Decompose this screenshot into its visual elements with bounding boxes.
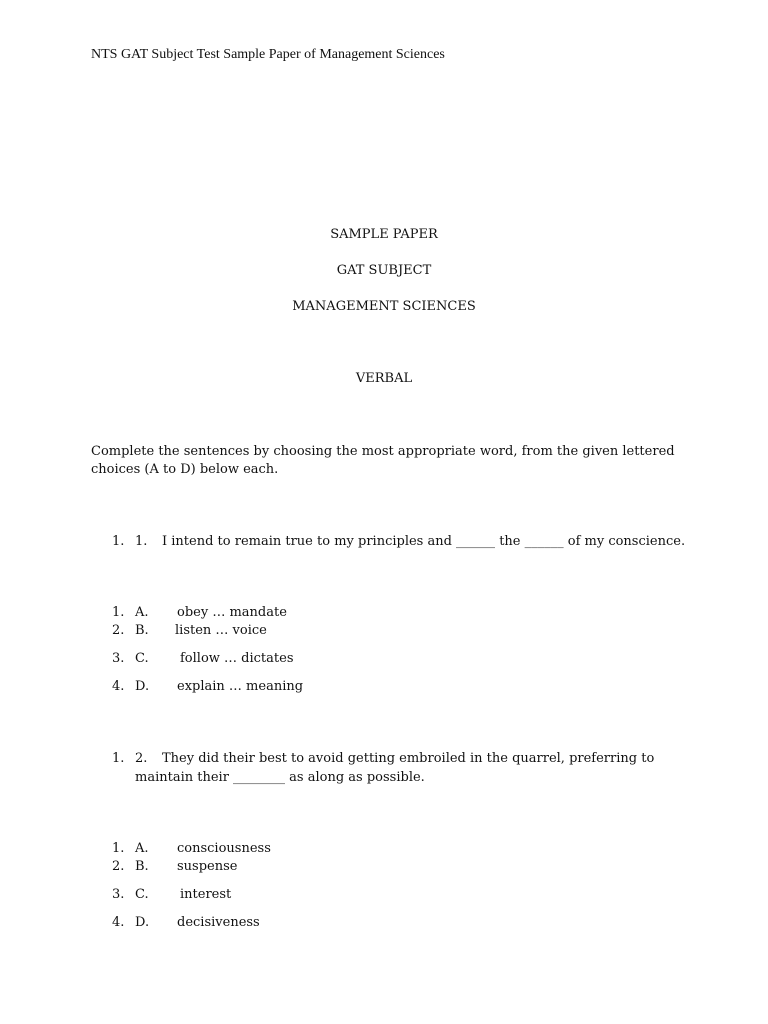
option-letter: B. <box>135 859 149 874</box>
question-text-line-2: maintain their ________ as along as possible. <box>135 770 425 785</box>
option-letter: C. <box>135 651 149 666</box>
question-text-line-1: They did their best to avoid getting embroiled in the quarrel, preferring to <box>162 751 655 766</box>
option-letter: A. <box>135 841 149 856</box>
option-text: explain … meaning <box>177 679 304 694</box>
option-text: listen … voice <box>175 623 267 638</box>
option-list-number: 1. <box>112 605 125 620</box>
question-number: 2. <box>135 751 148 766</box>
option-list-number: 4. <box>112 915 125 930</box>
title-management-sciences: MANAGEMENT SCIENCES <box>292 299 476 314</box>
option-text: follow … dictates <box>180 651 294 666</box>
option-list-number: 1. <box>112 841 125 856</box>
document-header: NTS GAT Subject Test Sample Paper of Management Sciences <box>91 47 445 62</box>
question-text: I intend to remain true to my principles and ______ the ______ of my conscience. <box>162 534 686 549</box>
option-letter: D. <box>135 915 150 930</box>
option-text: suspense <box>177 859 238 874</box>
option-text: decisiveness <box>177 915 260 930</box>
question-list-number: 1. <box>112 534 125 549</box>
section-title-verbal: VERBAL <box>355 371 413 386</box>
option-list-number: 2. <box>112 623 125 638</box>
option-list-number: 3. <box>112 887 125 902</box>
option-text: consciousness <box>177 841 271 856</box>
option-list-number: 4. <box>112 679 125 694</box>
instruction-text: Complete the sentences by choosing the most appropriate word, from the given lettered choices (A to D) below each. <box>91 444 675 477</box>
option-letter: C. <box>135 887 149 902</box>
title-sample-paper: SAMPLE PAPER <box>330 227 438 242</box>
option-list-number: 3. <box>112 651 125 666</box>
option-letter: A. <box>135 605 149 620</box>
option-list-number: 2. <box>112 859 125 874</box>
option-letter: B. <box>135 623 149 638</box>
question-number: 1. <box>135 534 148 549</box>
option-text: interest <box>180 887 232 902</box>
title-gat-subject: GAT SUBJECT <box>336 263 432 278</box>
question-list-number: 1. <box>112 751 125 766</box>
option-letter: D. <box>135 679 150 694</box>
option-text: obey … mandate <box>177 605 287 620</box>
